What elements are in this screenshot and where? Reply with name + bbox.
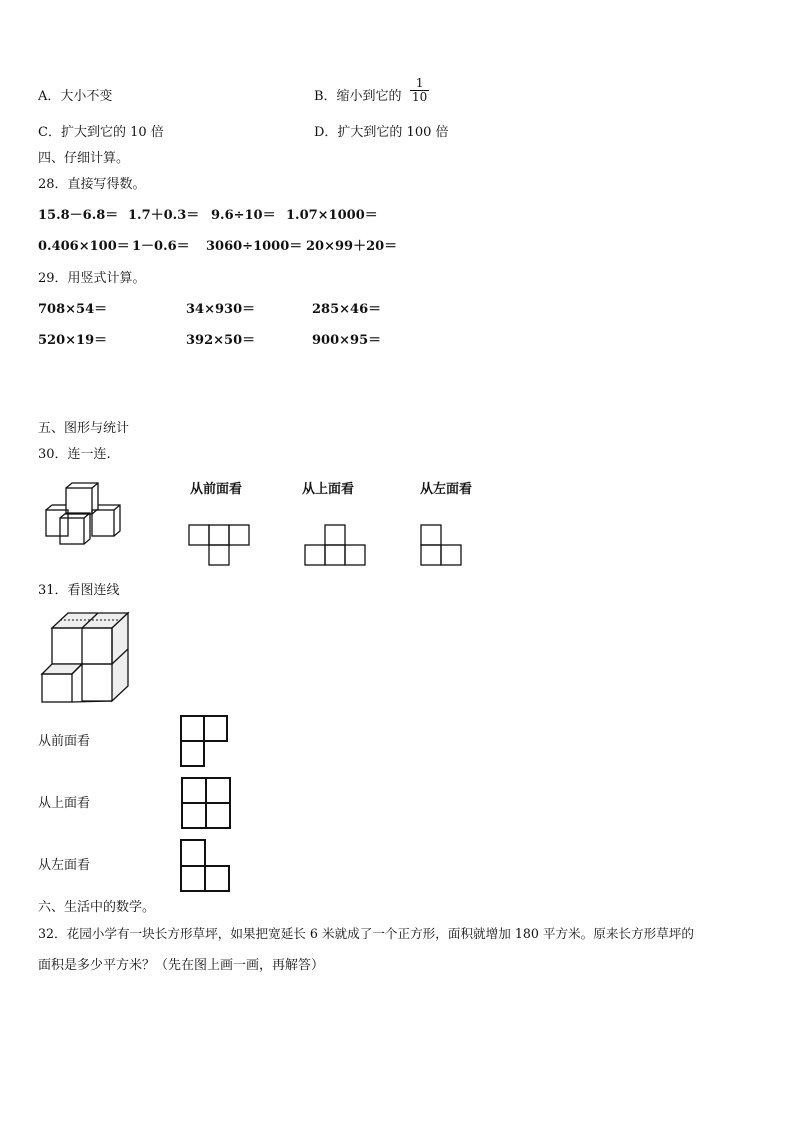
fraction-denominator: 10 xyxy=(412,90,428,104)
section5-title: 五、图形与统计 xyxy=(38,421,130,436)
q30-view-top-label: 从上面看 xyxy=(302,482,355,497)
q29-item: 708×54＝ xyxy=(38,302,108,317)
q28-item: 3060÷1000＝ xyxy=(206,239,303,254)
q31-front-label: 从前面看 xyxy=(38,734,91,749)
q31-top-label: 从上面看 xyxy=(38,796,91,811)
q28-item: 0.406×100＝ xyxy=(38,239,130,254)
q28-item: 20×99＋20＝ xyxy=(306,239,398,254)
q30-view-left-shape[interactable] xyxy=(420,524,466,570)
q28-item: 1.07×1000＝ xyxy=(286,208,378,223)
q31-title: 31．看图连线 xyxy=(38,583,120,598)
q28-item: 1.7＋0.3＝ xyxy=(128,208,200,223)
option-a: A．大小不变 xyxy=(38,89,113,104)
q30-view-front-shape[interactable] xyxy=(188,524,252,570)
option-b-fraction xyxy=(410,77,429,104)
q30-view-front-label: 从前面看 xyxy=(190,482,243,497)
q30-title: 30．连一连. xyxy=(38,447,111,462)
q30-view-left-label: 从左面看 xyxy=(420,482,473,497)
q32-text-line1: 32．花园小学有一块长方形草坪，如果把宽延长 6 米就成了一个正方形，面积就增加 180 平方米。原来长方形草坪的 xyxy=(38,926,694,941)
section4-title: 四、仔细计算。 xyxy=(38,151,130,166)
option-d: D．扩大到它的 100 倍 xyxy=(314,125,449,140)
q31-solid-figure xyxy=(40,610,132,706)
q28-item: 9.6÷10＝ xyxy=(211,208,276,223)
q31-view-shape-2[interactable] xyxy=(180,776,232,830)
q31-view-shape-1[interactable] xyxy=(180,714,230,768)
q30-solid-figure xyxy=(40,480,130,550)
q29-item: 34×930＝ xyxy=(186,302,256,317)
option-b: B．缩小到它的 xyxy=(314,89,402,104)
q29-item: 520×19＝ xyxy=(38,333,108,348)
q29-item: 392×50＝ xyxy=(186,333,256,348)
q32-text-line2: 面积是多少平方米？（先在图上画一画，再解答） xyxy=(38,958,325,973)
q29-item: 285×46＝ xyxy=(312,302,382,317)
q28-item: 1－0.6＝ xyxy=(132,239,190,254)
q28-item: 15.8－6.8＝ xyxy=(38,208,119,223)
q31-view-shape-3[interactable] xyxy=(180,838,232,894)
q30-view-top-shape[interactable] xyxy=(304,524,368,570)
option-c: C．扩大到它的 10 倍 xyxy=(38,125,164,140)
q31-left-label: 从左面看 xyxy=(38,858,91,873)
fraction-numerator: 1 xyxy=(410,77,429,91)
q29-item: 900×95＝ xyxy=(312,333,382,348)
q28-title: 28．直接写得数。 xyxy=(38,177,146,192)
q29-title: 29．用竖式计算。 xyxy=(38,271,146,286)
section6-title: 六、生活中的数学。 xyxy=(38,900,156,915)
